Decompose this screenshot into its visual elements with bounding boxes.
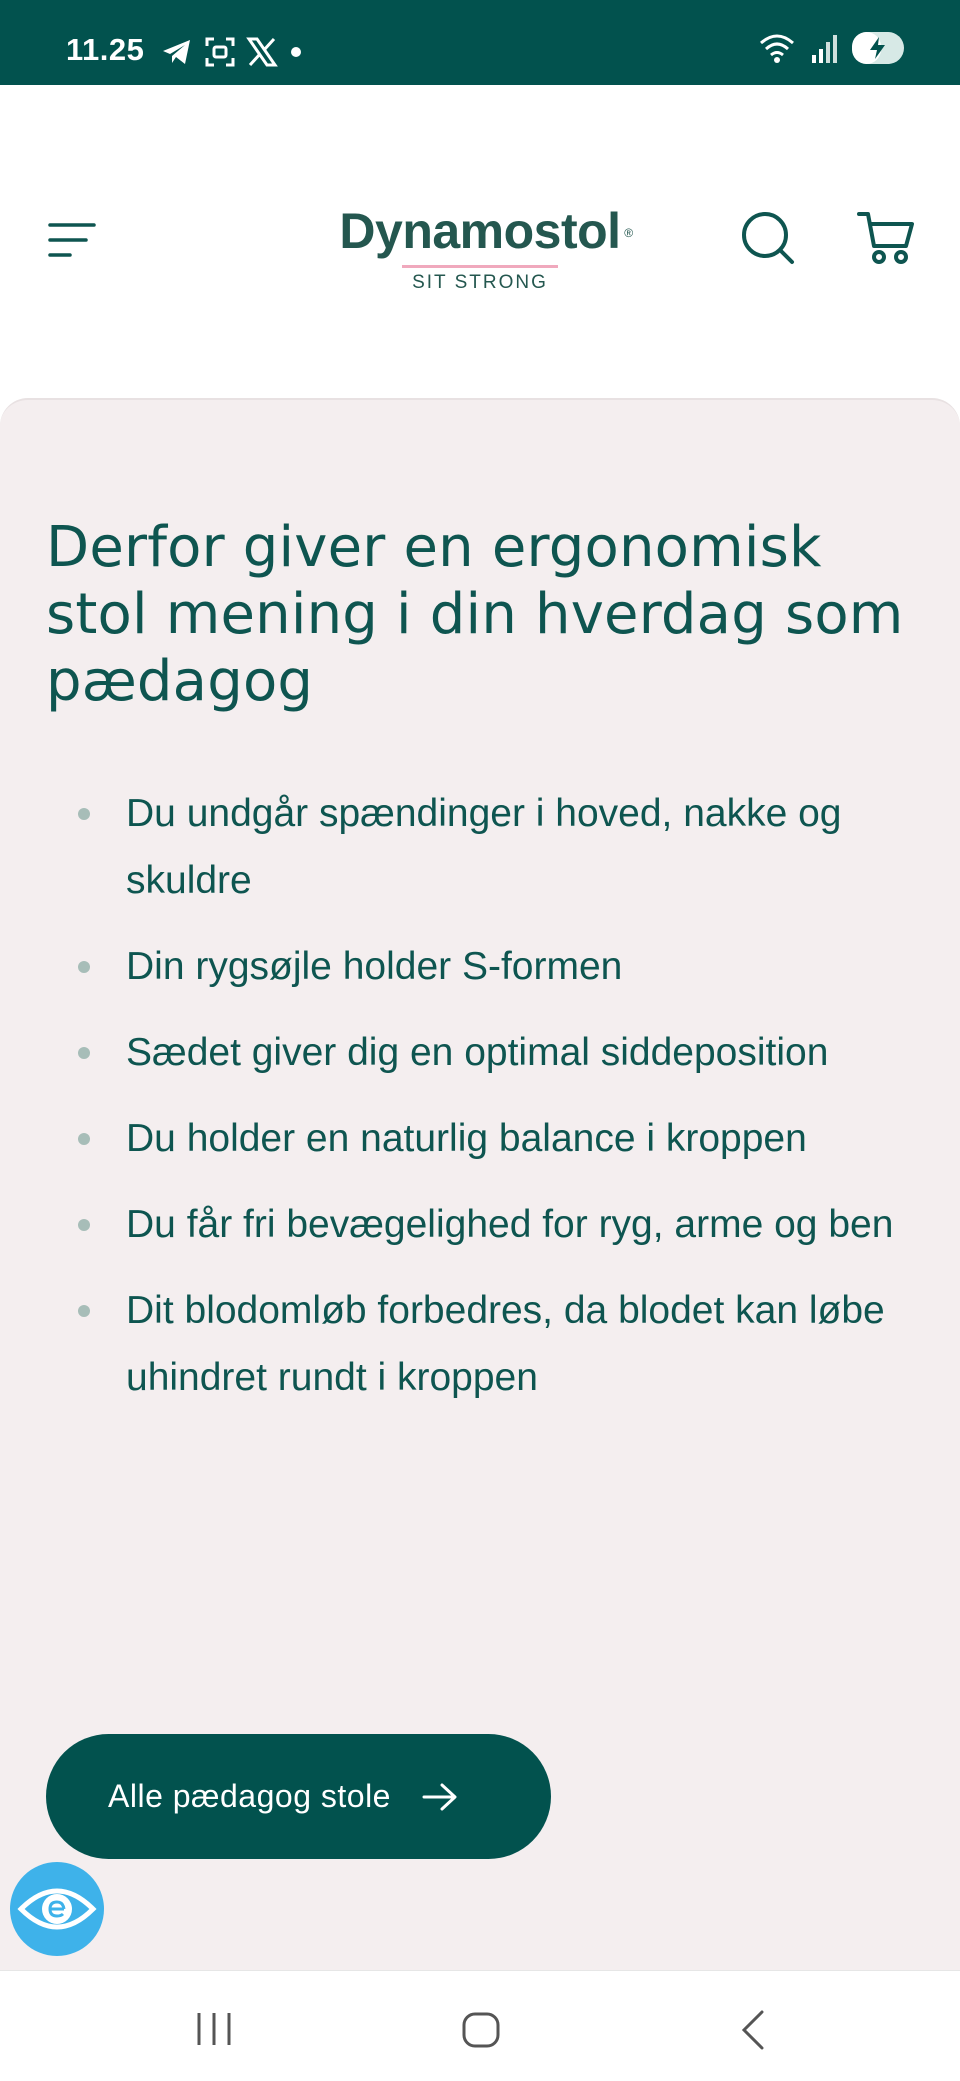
logo-registered-mark: ®	[624, 226, 633, 240]
bullet-dot	[78, 1219, 90, 1231]
telegram-icon	[160, 37, 194, 67]
list-item: Du holder en naturlig balance i kroppen	[0, 1105, 960, 1172]
accessibility-eye-icon	[17, 1879, 97, 1939]
bullet-dot	[78, 808, 90, 820]
logo-underline	[402, 265, 558, 268]
wifi-icon	[758, 32, 796, 64]
list-item: Du får fri bevægelighed for ryg, arme og ben	[0, 1191, 960, 1258]
signal-icon	[810, 33, 838, 63]
search-button[interactable]	[740, 210, 796, 266]
back-icon[interactable]	[740, 2009, 766, 2051]
benefits-section	[0, 398, 960, 1972]
notification-icons	[160, 36, 304, 68]
list-item: Sædet giver dig en optimal siddeposition	[0, 1019, 960, 1086]
brand-logo[interactable]	[320, 203, 640, 293]
bullet-dot	[78, 1133, 90, 1145]
screenshot-icon	[204, 36, 236, 68]
section-heading: Derfor giver en ergonomisk stol mening i din hverdag som pædagog	[46, 515, 904, 714]
dot-icon	[288, 44, 304, 60]
cta-label: Alle pædagog stole	[108, 1778, 391, 1814]
logo-tagline: SIT STRONG	[412, 272, 548, 293]
system-navigation-bar	[0, 1970, 960, 2081]
accessibility-button[interactable]	[10, 1862, 104, 1956]
home-icon[interactable]	[461, 2011, 501, 2049]
all-pedagogue-chairs-button[interactable]	[46, 1734, 551, 1859]
recent-apps-icon[interactable]	[195, 2011, 233, 2047]
x-icon	[246, 37, 278, 67]
search-icon	[740, 210, 796, 266]
arrow-right-icon	[421, 1782, 459, 1812]
system-icons	[758, 32, 904, 64]
menu-icon	[48, 220, 96, 260]
benefits-list	[0, 780, 960, 1430]
battery-charging-icon	[852, 32, 904, 64]
status-time: 11.25	[66, 32, 145, 67]
menu-button[interactable]	[48, 220, 96, 260]
status-bar	[0, 0, 960, 85]
list-item: Dit blodomløb forbedres, da blodet kan løbe uhindret rundt i kroppen	[0, 1277, 960, 1411]
list-item: Du undgår spændinger i hoved, nakke og skuldre	[0, 780, 960, 914]
bullet-dot	[78, 1047, 90, 1059]
site-header	[0, 85, 960, 398]
cart-icon	[856, 208, 916, 268]
bullet-dot	[78, 961, 90, 973]
list-item: Din rygsøjle holder S-formen	[0, 933, 960, 1000]
logo-text: Dynamostol	[339, 203, 621, 259]
cart-button[interactable]	[856, 208, 916, 268]
bullet-dot	[78, 1305, 90, 1317]
